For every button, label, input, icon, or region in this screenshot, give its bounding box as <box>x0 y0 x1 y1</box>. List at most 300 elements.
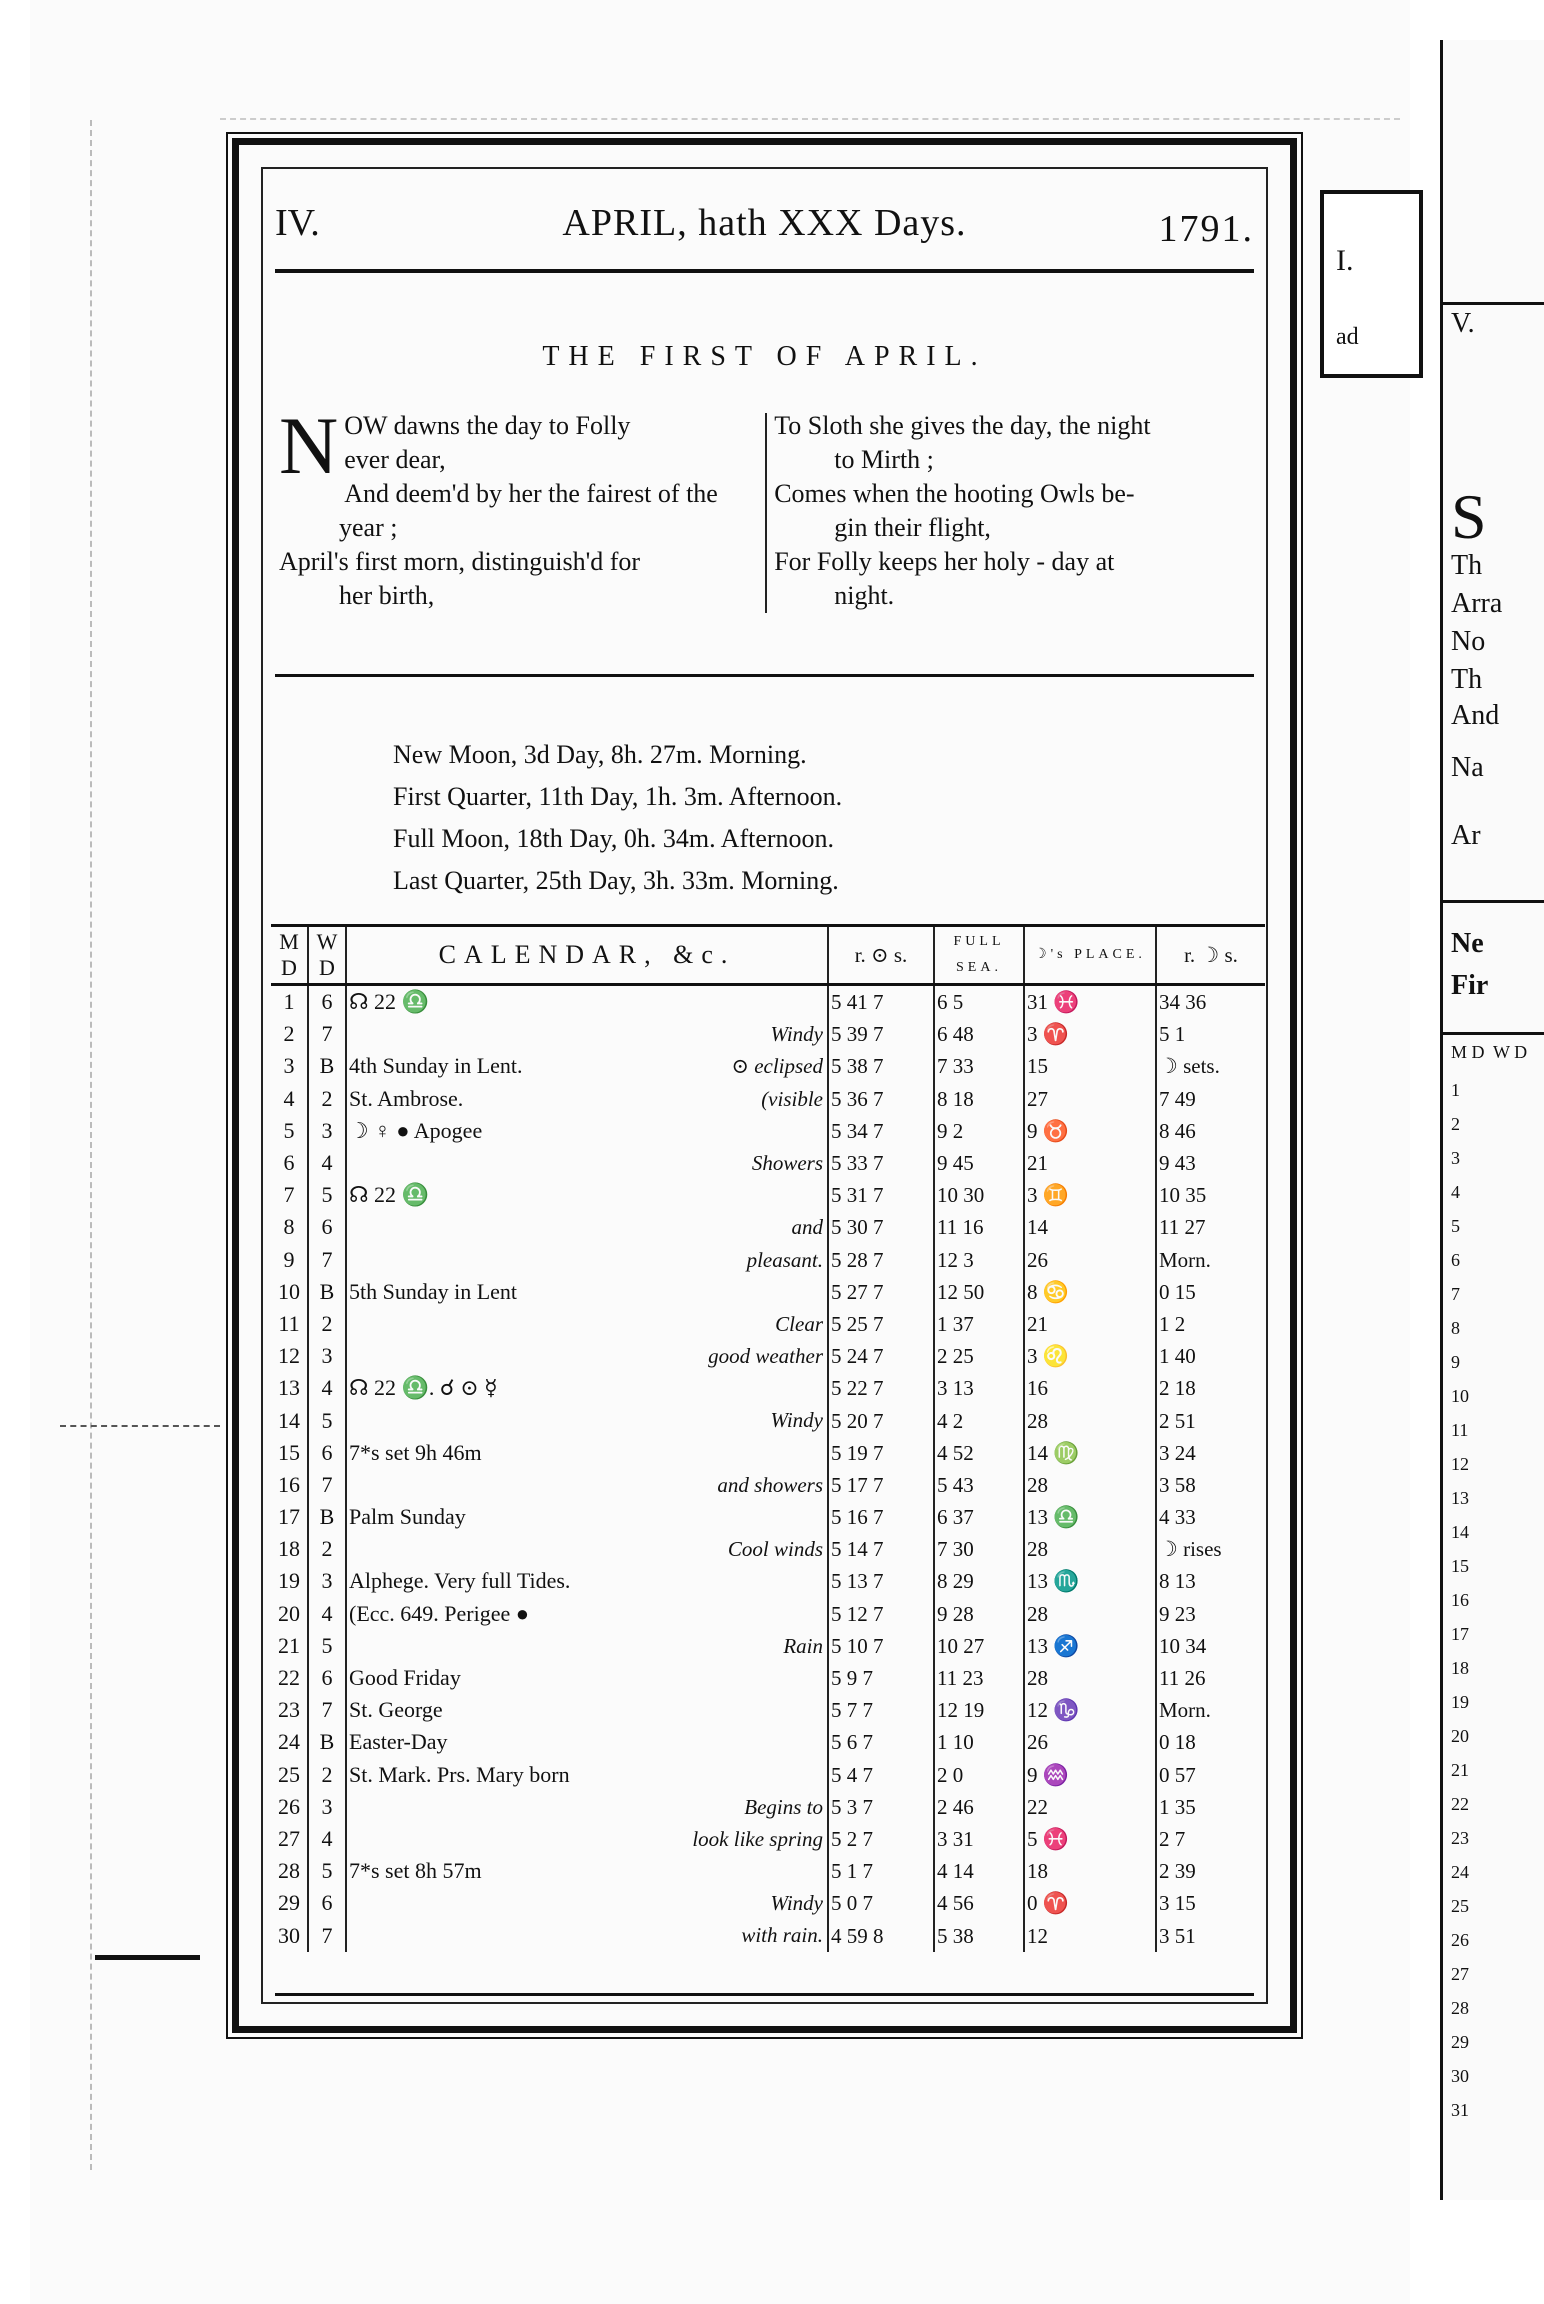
next-page-day-number: 8 <box>1451 1318 1460 1338</box>
cell-calendar <box>346 1179 828 1211</box>
cell-moon-place: 22 <box>1024 1791 1156 1823</box>
table-row <box>271 1823 1265 1855</box>
table-row <box>271 1469 1265 1501</box>
month-number: IV. <box>275 202 320 244</box>
poem-line: And deem'd by her the fairest of the <box>344 479 718 508</box>
calendar-event: St. Mark. Prs. Mary born <box>349 1761 570 1787</box>
cell-week-day: B <box>308 1501 346 1533</box>
col-header-month-day: M D <box>271 926 308 985</box>
cell-month-day: 15 <box>271 1437 308 1469</box>
next-page-fragment-text: Fir <box>1451 970 1489 1001</box>
cell-full-sea: 11 23 <box>934 1662 1024 1694</box>
cell-moon-place: 13 ♐ <box>1024 1630 1156 1662</box>
calendar-event: ☊ 22 ♎ <box>349 989 429 1015</box>
cell-sun-rise-set: 5 38 7 <box>828 1050 934 1082</box>
cell-moon-place: 21 <box>1024 1147 1156 1179</box>
cell-moon-rise-set: 0 15 <box>1159 1279 1196 1304</box>
cell-sun-rise-set: 5 19 7 <box>828 1437 934 1469</box>
cell-calendar <box>346 1533 828 1565</box>
poem-line: night. <box>834 581 895 610</box>
poem-rule <box>275 674 1254 680</box>
weather-note: with rain. <box>741 1923 823 1948</box>
cell-calendar <box>346 985 828 1019</box>
table-row <box>271 1018 1265 1050</box>
cell-sun-rise-set: 5 17 7 <box>828 1469 934 1501</box>
poem-divider <box>765 413 767 613</box>
cell-full-sea: 5 38 <box>934 1919 1024 1951</box>
cell-full-sea: 3 31 <box>934 1823 1024 1855</box>
footer-rule <box>275 1993 1254 1996</box>
next-page-day-number: 11 <box>1451 1420 1469 1440</box>
cell-week-day: 7 <box>308 1244 346 1276</box>
cell-moon-place: 3 ♈ <box>1024 1018 1156 1050</box>
cell-week-day: 3 <box>308 1565 346 1597</box>
cell-week-day: 6 <box>308 985 346 1019</box>
next-page-fragment-text: Arra <box>1451 588 1503 619</box>
cell-calendar <box>346 1759 828 1791</box>
table-row <box>271 1855 1265 1887</box>
cell-moon-place: 9 ♒ <box>1024 1759 1156 1791</box>
cell-moon-rise-set: 0 57 <box>1159 1762 1196 1787</box>
calendar-body <box>271 985 1265 1952</box>
cell-sun-rise-set: 5 28 7 <box>828 1244 934 1276</box>
cell-full-sea: 9 28 <box>934 1598 1024 1630</box>
cell-calendar <box>346 1855 828 1887</box>
cell-moon-place: 28 <box>1024 1404 1156 1436</box>
cell-month-day: 28 <box>271 1855 308 1887</box>
next-page-fragment-text: Na <box>1451 752 1484 783</box>
cell-full-sea: 5 43 <box>934 1469 1024 1501</box>
cell-sun-rise-set: 5 34 7 <box>828 1115 934 1147</box>
cell-moon-rise-set: 1 35 <box>1159 1794 1196 1819</box>
next-page-fragment-text: And <box>1451 700 1500 731</box>
next-page-day-number: 31 <box>1451 2100 1469 2120</box>
cell-week-day: 5 <box>308 1855 346 1887</box>
cell-full-sea: 3 13 <box>934 1372 1024 1404</box>
weather-note: Clear <box>775 1311 823 1336</box>
cell-sun-rise-set: 5 12 7 <box>828 1598 934 1630</box>
cell-calendar <box>346 1501 828 1533</box>
cell-full-sea: 9 2 <box>934 1115 1024 1147</box>
table-row <box>271 1919 1265 1951</box>
cell-moon-rise-set: 11 26 <box>1159 1666 1206 1691</box>
weather-note: Cool winds <box>727 1537 823 1562</box>
cell-week-day: 4 <box>308 1598 346 1630</box>
cell-month-day: 5 <box>271 1115 308 1147</box>
next-page-day-number: 29 <box>1451 2032 1469 2052</box>
cell-month-day: 12 <box>271 1340 308 1372</box>
cell-moon-rise-set: 7 49 <box>1159 1086 1196 1111</box>
cell-sun-rise-set: 5 4 7 <box>828 1759 934 1791</box>
cell-month-day: 9 <box>271 1244 308 1276</box>
cell-moon-place: 26 <box>1024 1244 1156 1276</box>
cell-full-sea: 10 30 <box>934 1179 1024 1211</box>
cell-sun-rise-set: 5 3 7 <box>828 1791 934 1823</box>
cell-moon-rise-set: 2 51 <box>1159 1408 1196 1433</box>
cell-sun-rise-set: 5 16 7 <box>828 1501 934 1533</box>
weather-note: Windy <box>770 1022 823 1047</box>
cell-moon-place: 9 ♉ <box>1024 1115 1156 1147</box>
weather-note: pleasant. <box>746 1247 823 1272</box>
cell-moon-rise-set: 9 23 <box>1159 1601 1196 1626</box>
cell-full-sea: 6 48 <box>934 1018 1024 1050</box>
cell-moon-place: 16 <box>1024 1372 1156 1404</box>
cell-week-day: 6 <box>308 1211 346 1243</box>
cell-full-sea: 8 18 <box>934 1083 1024 1115</box>
cell-calendar <box>346 1823 828 1855</box>
moon-phase-last-quarter: Last Quarter, 25th Day, 3h. 33m. Morning. <box>393 866 839 895</box>
cell-moon-place: 28 <box>1024 1533 1156 1565</box>
cell-moon-rise-set: 2 7 <box>1159 1826 1186 1851</box>
cell-month-day: 27 <box>271 1823 308 1855</box>
next-page-day-number: 24 <box>1451 1862 1469 1882</box>
table-row <box>271 1533 1265 1565</box>
next-page-rule <box>1443 1032 1544 1035</box>
col-header-moon: r. ☽ s. <box>1156 926 1265 985</box>
cell-calendar <box>346 1050 828 1082</box>
weather-note: Showers <box>751 1150 823 1175</box>
cell-moon-place: 18 <box>1024 1855 1156 1887</box>
cell-moon-place: 15 <box>1024 1050 1156 1082</box>
cell-moon-rise-set: 8 46 <box>1159 1118 1196 1143</box>
header-rule <box>275 269 1254 273</box>
cell-moon-place: 3 ♊ <box>1024 1179 1156 1211</box>
cell-week-day: 7 <box>308 1469 346 1501</box>
calendar-event: St. Ambrose. <box>349 1085 464 1111</box>
col-header-sun: r. ⊙ s. <box>828 926 934 985</box>
cell-full-sea: 10 27 <box>934 1630 1024 1662</box>
cell-week-day: 2 <box>308 1533 346 1565</box>
cell-week-day: 7 <box>308 1018 346 1050</box>
cell-month-day: 17 <box>271 1501 308 1533</box>
cell-moon-rise-set: 10 35 <box>1159 1183 1207 1208</box>
next-page-fragment-text: Ar <box>1451 820 1481 851</box>
weather-note: and showers <box>717 1472 823 1497</box>
cell-week-day: 5 <box>308 1630 346 1662</box>
cell-calendar <box>346 1018 828 1050</box>
next-page-day-number: 20 <box>1451 1726 1469 1746</box>
table-row <box>271 1147 1265 1179</box>
cell-month-day: 30 <box>271 1919 308 1951</box>
cell-week-day: 6 <box>308 1662 346 1694</box>
cell-full-sea: 2 46 <box>934 1791 1024 1823</box>
cell-month-day: 8 <box>271 1211 308 1243</box>
cell-calendar <box>346 1919 828 1951</box>
cell-calendar <box>346 1244 828 1276</box>
cell-full-sea: 8 29 <box>934 1565 1024 1597</box>
next-page-day-number: 13 <box>1451 1488 1469 1508</box>
calendar-event: ☊ 22 ♎. ☌ ⊙ ☿ <box>349 1375 498 1401</box>
next-page-day-number: 3 <box>1451 1148 1460 1168</box>
table-row <box>271 1630 1265 1662</box>
cell-calendar <box>346 1565 828 1597</box>
next-page-day-number: 7 <box>1451 1284 1460 1304</box>
cell-full-sea: 12 3 <box>934 1244 1024 1276</box>
weather-note: ⊙ eclipsed <box>731 1054 823 1079</box>
cell-month-day: 3 <box>271 1050 308 1082</box>
table-row <box>271 1276 1265 1308</box>
calendar-event: Palm Sunday <box>349 1504 466 1530</box>
cell-calendar <box>346 1147 828 1179</box>
poem-line: OW dawns the day to Folly <box>344 411 631 440</box>
drop-cap: N <box>279 400 339 491</box>
cell-moon-rise-set: 3 15 <box>1159 1891 1196 1916</box>
table-row <box>271 1437 1265 1469</box>
cell-sun-rise-set: 5 6 7 <box>828 1726 934 1758</box>
cell-moon-place: 21 <box>1024 1308 1156 1340</box>
calendar-table <box>271 924 1265 1952</box>
next-page-day-number: 14 <box>1451 1522 1469 1542</box>
cell-sun-rise-set: 5 0 7 <box>828 1887 934 1919</box>
cell-moon-rise-set: 3 51 <box>1159 1923 1196 1948</box>
table-row <box>271 1887 1265 1919</box>
next-page-day-number: 26 <box>1451 1930 1469 1950</box>
previous-page-text-2: ad <box>1336 324 1359 350</box>
cell-month-day: 22 <box>271 1662 308 1694</box>
next-page-day-number: 23 <box>1451 1828 1469 1848</box>
poem-title: THE FIRST OF APRIL. <box>542 341 987 372</box>
next-page-day-number: 25 <box>1451 1896 1469 1916</box>
cell-moon-place: 14 <box>1024 1211 1156 1243</box>
cell-month-day: 18 <box>271 1533 308 1565</box>
cell-moon-rise-set: 5 1 <box>1159 1022 1186 1047</box>
cell-month-day: 20 <box>271 1598 308 1630</box>
poem-line: To Sloth she gives the day, the night <box>774 411 1151 440</box>
table-row <box>271 1050 1265 1082</box>
table-row <box>271 1308 1265 1340</box>
cell-week-day: 4 <box>308 1823 346 1855</box>
weather-note: and <box>791 1215 823 1240</box>
table-row <box>271 1598 1265 1630</box>
cell-sun-rise-set: 5 2 7 <box>828 1823 934 1855</box>
calendar-event: 5th Sunday in Lent <box>349 1278 518 1304</box>
table-row <box>271 1501 1265 1533</box>
cell-full-sea: 6 5 <box>934 985 1024 1019</box>
cell-sun-rise-set: 5 9 7 <box>828 1662 934 1694</box>
next-page-day-number: 27 <box>1451 1964 1469 1984</box>
next-page-day-number: 5 <box>1451 1216 1460 1236</box>
poem-line: to Mirth ; <box>834 445 934 474</box>
cell-calendar <box>346 1372 828 1404</box>
next-page-day-number: 6 <box>1451 1250 1460 1270</box>
cell-month-day: 24 <box>271 1726 308 1758</box>
almanac-page <box>261 167 1268 2004</box>
cell-calendar <box>346 1083 828 1115</box>
cell-full-sea: 4 2 <box>934 1404 1024 1436</box>
cell-week-day: 4 <box>308 1147 346 1179</box>
next-page-rule <box>1443 302 1544 305</box>
poem-line: April's first morn, distinguish'd for <box>279 547 641 576</box>
cell-sun-rise-set: 5 1 7 <box>828 1855 934 1887</box>
cell-moon-place: 13 ♎ <box>1024 1501 1156 1533</box>
cell-moon-rise-set: 3 24 <box>1159 1440 1196 1465</box>
poem-left-column <box>279 400 755 613</box>
cell-moon-place: 12 ♑ <box>1024 1694 1156 1726</box>
cell-week-day: 2 <box>308 1759 346 1791</box>
cell-week-day: 3 <box>308 1791 346 1823</box>
cell-moon-rise-set: 4 33 <box>1159 1505 1196 1530</box>
cell-week-day: 7 <box>308 1694 346 1726</box>
calendar-event: ☽ ♀ ● Apogee <box>349 1117 483 1143</box>
cell-month-day: 1 <box>271 985 308 1019</box>
cell-moon-rise-set: ☽ rises <box>1159 1537 1222 1562</box>
table-row <box>271 1726 1265 1758</box>
next-page-day-number: 21 <box>1451 1760 1469 1780</box>
margin-mark <box>95 1955 200 1960</box>
cell-sun-rise-set: 5 30 7 <box>828 1211 934 1243</box>
weather-note: Begins to <box>744 1794 823 1819</box>
cell-full-sea: 4 56 <box>934 1887 1024 1919</box>
next-page-fragment <box>1440 40 1544 2200</box>
weather-note: good weather <box>708 1344 823 1369</box>
poem-line: For Folly keeps her holy - day at <box>774 547 1115 576</box>
next-page-day-number: 10 <box>1451 1386 1469 1406</box>
cell-sun-rise-set: 5 36 7 <box>828 1083 934 1115</box>
cell-moon-place: 8 ♋ <box>1024 1276 1156 1308</box>
cell-full-sea: 12 50 <box>934 1276 1024 1308</box>
weather-note: look like spring <box>692 1826 823 1851</box>
cell-moon-place: 14 ♍ <box>1024 1437 1156 1469</box>
next-page-header: W D <box>1493 1042 1528 1062</box>
calendar-event: 4th Sunday in Lent. <box>349 1053 523 1079</box>
table-row <box>271 1372 1265 1404</box>
poem-line: gin their flight, <box>834 513 991 542</box>
year: 1791. <box>1158 208 1254 250</box>
table-row <box>271 1662 1265 1694</box>
next-page-day-number: 17 <box>1451 1624 1469 1644</box>
cell-moon-place: 13 ♏ <box>1024 1565 1156 1597</box>
cell-calendar <box>346 1437 828 1469</box>
cell-moon-rise-set: 34 36 <box>1159 990 1207 1015</box>
next-page-fragment-text: Th <box>1451 664 1483 695</box>
poem-right-column <box>774 409 1250 613</box>
cell-moon-rise-set: ☽ sets. <box>1159 1054 1220 1079</box>
cell-week-day: 6 <box>308 1437 346 1469</box>
next-page-day-number: 22 <box>1451 1794 1469 1814</box>
cell-full-sea: 9 45 <box>934 1147 1024 1179</box>
cell-moon-place: 26 <box>1024 1726 1156 1758</box>
cell-full-sea: 1 37 <box>934 1308 1024 1340</box>
cell-month-day: 10 <box>271 1276 308 1308</box>
table-row <box>271 1115 1265 1147</box>
moon-phases <box>393 734 842 902</box>
weather-note: Windy <box>770 1891 823 1916</box>
cell-sun-rise-set: 5 20 7 <box>828 1404 934 1436</box>
calendar-event: St. George <box>349 1697 443 1723</box>
almanac-page-frame <box>232 138 1297 2033</box>
cell-moon-rise-set: 9 43 <box>1159 1151 1196 1176</box>
cell-sun-rise-set: 5 25 7 <box>828 1308 934 1340</box>
next-page-initial: S <box>1451 481 1487 552</box>
cell-moon-place: 5 ♓ <box>1024 1823 1156 1855</box>
cell-sun-rise-set: 5 22 7 <box>828 1372 934 1404</box>
cell-moon-rise-set: 11 27 <box>1159 1215 1206 1240</box>
cell-calendar <box>346 1404 828 1436</box>
cell-month-day: 7 <box>271 1179 308 1211</box>
page-deckle-edge <box>30 120 92 2170</box>
table-row <box>271 1083 1265 1115</box>
month-title: APRIL, hath XXX Days. <box>562 202 967 244</box>
calendar-event: Alphege. Very full Tides. <box>349 1568 571 1594</box>
cell-full-sea: 11 16 <box>934 1211 1024 1243</box>
moon-phase-new: New Moon, 3d Day, 8h. 27m. Morning. <box>393 740 807 769</box>
cell-moon-place: 3 ♌ <box>1024 1340 1156 1372</box>
next-page-day-number: 9 <box>1451 1352 1460 1372</box>
next-page-day-number: 18 <box>1451 1658 1469 1678</box>
cell-sun-rise-set: 4 59 8 <box>828 1919 934 1951</box>
weather-note: Rain <box>783 1633 823 1658</box>
cell-sun-rise-set: 5 10 7 <box>828 1630 934 1662</box>
next-page-day-number: 28 <box>1451 1998 1469 2018</box>
cell-month-day: 16 <box>271 1469 308 1501</box>
calendar-table-wrapper <box>271 924 1258 1952</box>
cell-full-sea: 12 19 <box>934 1694 1024 1726</box>
cell-calendar <box>346 1598 828 1630</box>
table-row <box>271 1565 1265 1597</box>
cell-sun-rise-set: 5 13 7 <box>828 1565 934 1597</box>
cell-calendar <box>346 1308 828 1340</box>
cell-month-day: 4 <box>271 1083 308 1115</box>
paper-tear <box>60 1425 220 1427</box>
cell-moon-rise-set: Morn. <box>1159 1247 1211 1272</box>
moon-phase-first-quarter: First Quarter, 11th Day, 1h. 3m. Afternoon. <box>393 782 843 811</box>
cell-moon-place: 0 ♈ <box>1024 1887 1156 1919</box>
cell-moon-rise-set: 1 40 <box>1159 1344 1196 1369</box>
next-page-day-number: 12 <box>1451 1454 1469 1474</box>
cell-calendar <box>346 1887 828 1919</box>
cell-full-sea: 4 14 <box>934 1855 1024 1887</box>
cell-week-day: 2 <box>308 1083 346 1115</box>
cell-full-sea: 2 25 <box>934 1340 1024 1372</box>
cell-calendar <box>346 1276 828 1308</box>
next-page-fragment-text: Ne <box>1451 928 1484 959</box>
cell-month-day: 13 <box>271 1372 308 1404</box>
cell-moon-rise-set: 1 2 <box>1159 1311 1186 1336</box>
next-page-day-number: 2 <box>1451 1114 1460 1134</box>
cell-sun-rise-set: 5 24 7 <box>828 1340 934 1372</box>
poem <box>279 400 1250 769</box>
previous-page-text: I. <box>1336 244 1354 277</box>
table-row <box>271 1791 1265 1823</box>
next-page-day-number: 15 <box>1451 1556 1469 1576</box>
table-row <box>271 1404 1265 1436</box>
col-header-week-day: W D <box>308 926 346 985</box>
poem-line: her birth, <box>339 581 435 610</box>
next-page-day-number: 30 <box>1451 2066 1469 2086</box>
calendar-event: 7*s set 9h 46m <box>349 1439 482 1465</box>
table-row <box>271 1244 1265 1276</box>
cell-week-day: 3 <box>308 1340 346 1372</box>
cell-full-sea: 1 10 <box>934 1726 1024 1758</box>
cell-week-day: 7 <box>308 1919 346 1951</box>
cell-month-day: 29 <box>271 1887 308 1919</box>
weather-note: Windy <box>770 1408 823 1433</box>
poem-line: year ; <box>339 513 398 542</box>
cell-sun-rise-set: 5 14 7 <box>828 1533 934 1565</box>
cell-moon-place: 28 <box>1024 1469 1156 1501</box>
previous-page-fragment <box>1320 190 1423 378</box>
table-row <box>271 1179 1265 1211</box>
table-row <box>271 1340 1265 1372</box>
cell-calendar <box>346 1115 828 1147</box>
page-header <box>263 201 1266 261</box>
cell-moon-place: 28 <box>1024 1598 1156 1630</box>
cell-moon-rise-set: Morn. <box>1159 1698 1211 1723</box>
cell-full-sea: 4 52 <box>934 1437 1024 1469</box>
cell-week-day: 3 <box>308 1115 346 1147</box>
cell-week-day: B <box>308 1050 346 1082</box>
cell-week-day: 6 <box>308 1887 346 1919</box>
